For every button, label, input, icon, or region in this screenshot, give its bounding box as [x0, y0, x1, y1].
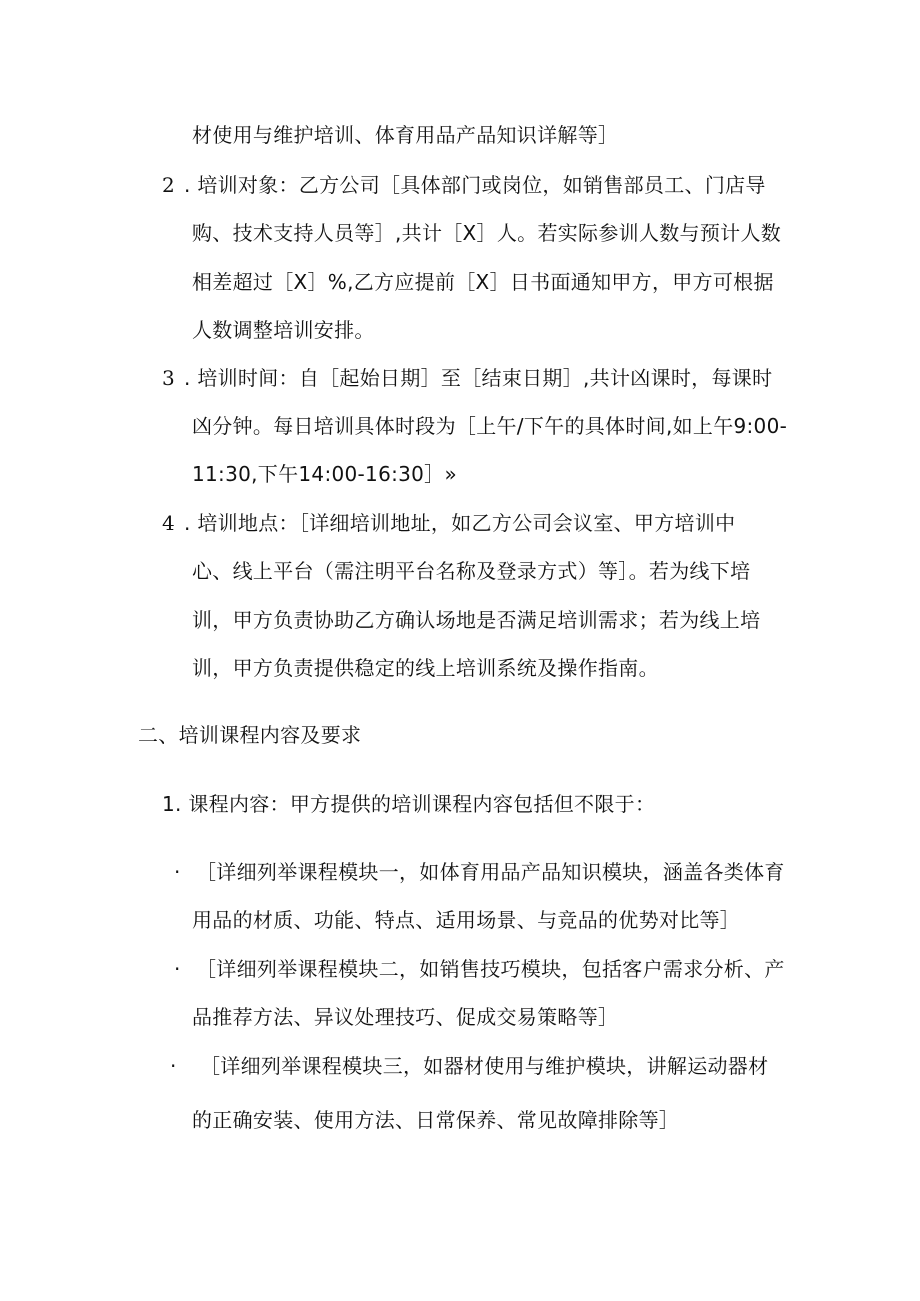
bullet3-line2: 的正确安装、使用方法、日常保养、常见故障排除等］ [192, 1108, 680, 1132]
bullet2-mark: · [174, 957, 181, 981]
section2-sub1: 1. 课程内容：甲方提供的培训课程内容包括但不限于： [162, 792, 656, 816]
item4-line2: 心、线上平台（需注明平台名称及登录方式）等］。若为线下培 [192, 559, 751, 583]
item4-number: 4 [162, 511, 175, 535]
item3-number: 3 [162, 366, 175, 390]
item2-number: 2 [162, 173, 175, 197]
section2-heading: 二、培训课程内容及要求 [138, 723, 362, 747]
item4-line4: 训，甲方负责提供稳定的线上培训系统及操作指南。 [192, 656, 659, 680]
item2-line2: 购、技术支持人员等］,共计［X］人。若实际参训人数与预计人数 [192, 221, 782, 245]
item2-line3: 相差超过［X］%,乙方应提前［X］日书面通知甲方，甲方可根据 [192, 270, 774, 294]
bullet1-mark: · [174, 860, 181, 884]
item3-line1: . 培训时间：自［起始日期］至［结束日期］,共计凶课时，每课时 [184, 366, 773, 390]
bullet3-line1: ［详细列举课程模块三，如器材使用与维护模块，讲解运动器材 [200, 1054, 769, 1078]
item3-line2: 凶分钟。每日培训具体时段为［上午/下午的具体时间,如上午9:00- [192, 414, 788, 438]
item4-line1: . 培训地点：［详细培训地址，如乙方公司会议室、甲方培训中 [184, 511, 736, 535]
item1-line1: 材使用与维护培训、体育用品产品知识详解等］ [192, 123, 619, 147]
item3-line3: 11:30,下午14:00-16:30］» [192, 462, 458, 486]
item4-line3: 训，甲方负责协助乙方确认场地是否满足培训需求；若为线上培 [192, 608, 761, 632]
bullet1-line1: ［详细列举课程模块一，如体育用品产品知识模块，涵盖各类体育 [196, 860, 785, 884]
bullet2-line2: 品推荐方法、异议处理技巧、促成交易策略等］ [192, 1005, 619, 1029]
item2-line4: 人数调整培训安排。 [192, 318, 375, 342]
bullet3-mark: · [170, 1054, 177, 1078]
bullet2-line1: ［详细列举课程模块二，如销售技巧模块，包括客户需求分析、产 [196, 957, 785, 981]
item2-line1: . 培训对象：乙方公司［具体部门或岗位，如销售部员工、门店导 [184, 173, 766, 197]
bullet1-line2: 用品的材质、功能、特点、适用场景、与竞品的优势对比等］ [192, 908, 741, 932]
